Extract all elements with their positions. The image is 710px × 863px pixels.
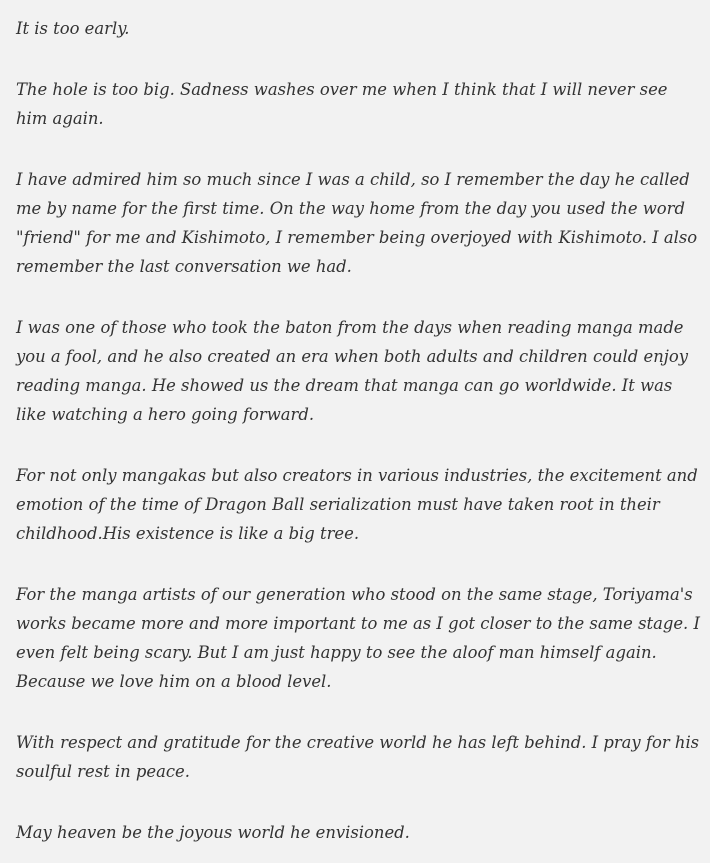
paragraph-4: I was one of those who took the baton from the days when reading manga made you a fool, and he also created an era when both adults and children could enjoy reading manga. He showed us the dream that manga can go worldwide. It was like watching a hero going forward. [16, 318, 688, 424]
paragraph-3: I have admired him so much since I was a child, so I remember the day he called me by name for the first time. On the way home from the day you used the word "friend" for me and Kishimoto, I remember being overjoyed with Kishimoto. I also remember the last conversation we had. [16, 170, 698, 276]
paragraph-1: It is too early. [16, 19, 130, 38]
paragraph-5: For not only mangakas but also creators in various industries, the excitement and emotion of the time of Dragon Ball serialization must have taken root in their childhood.His existence is like a big tree. [16, 466, 698, 543]
paragraph-2: The hole is too big. Sadness washes over me when I think that I will never see him again. [16, 80, 668, 128]
paragraph-8: May heaven be the joyous world he envisioned. [16, 823, 410, 842]
paragraph-6: For the manga artists of our generation who stood on the same stage, Toriyama's works became more and more important to me as I got closer to the same stage. I even felt being scary. But I am just happy to see the aloof man himself again. Because we love him on a blood level. [16, 585, 700, 691]
article-body [16, 14, 700, 847]
paragraph-7: With respect and gratitude for the creative world he has left behind. I pray for his soulful rest in peace. [16, 733, 700, 781]
